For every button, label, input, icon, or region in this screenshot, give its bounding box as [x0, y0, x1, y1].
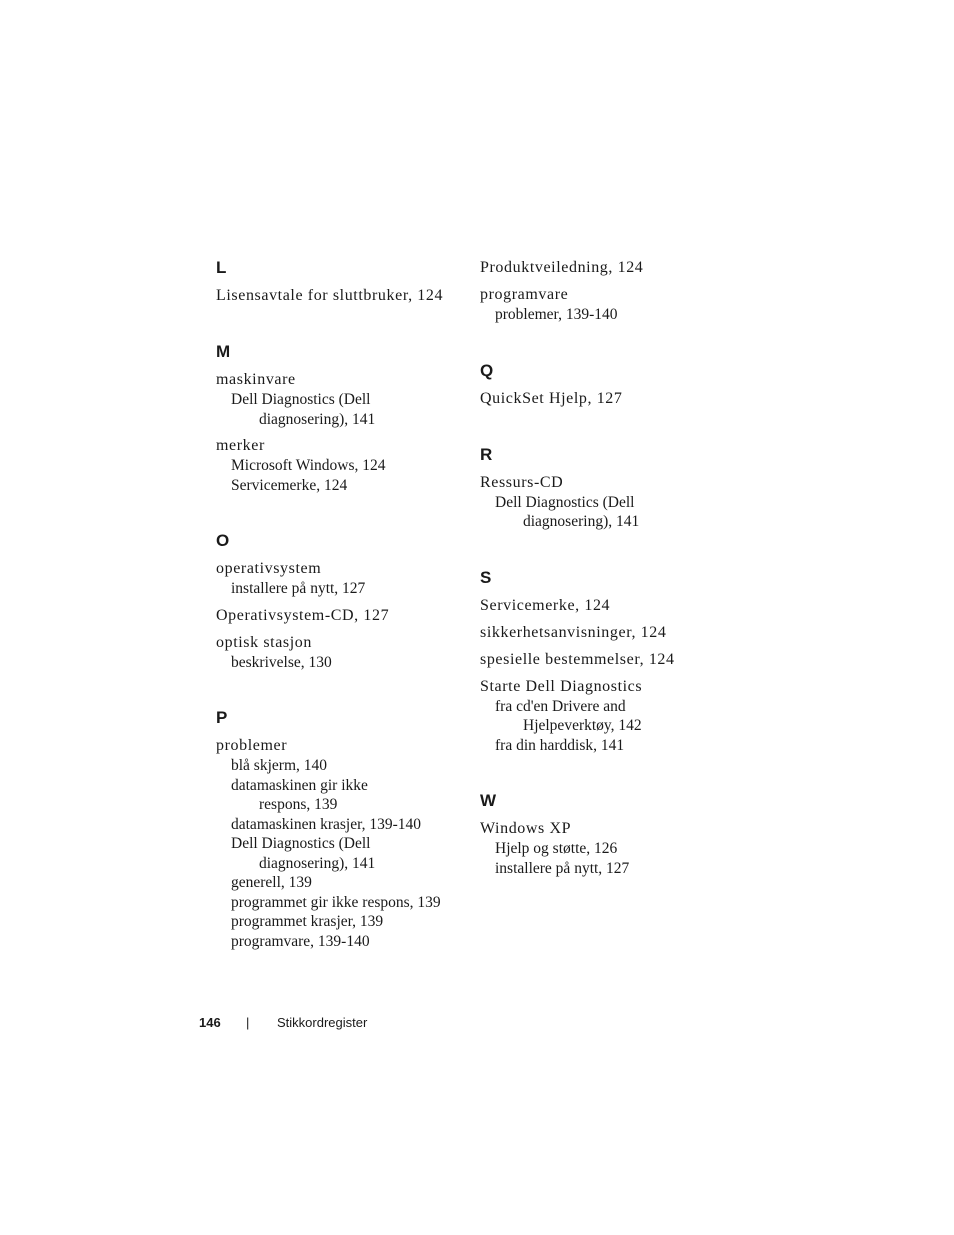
index-term: Operativsystem-CD, 127 [216, 606, 390, 624]
index-term: Starte Dell Diagnostics [480, 677, 643, 695]
index-entry [480, 389, 730, 409]
index-subentry [216, 476, 466, 496]
index-term: maskinvare [216, 371, 296, 388]
index-subentry [480, 697, 730, 736]
index-entry [480, 819, 730, 878]
subentry-continuation: diagnosering), 141 [259, 410, 376, 428]
subentry-text: problemer, 139-140 [495, 306, 618, 323]
index-subentry [480, 859, 730, 879]
index-entry [216, 286, 466, 306]
subentry-text: generell, 139 [231, 874, 312, 891]
index-term: operativsystem [216, 560, 322, 577]
subentry-text: Dell Diagnostics (Dell [231, 391, 371, 408]
index-term: problemer [216, 737, 288, 754]
index-subentry [480, 839, 730, 859]
index-subentry [216, 579, 466, 599]
index-subentry [216, 390, 466, 429]
subentry-text: programmet gir ikke respons, 139 [231, 893, 441, 911]
index-subentry [480, 305, 730, 325]
index-entry [216, 559, 466, 599]
index-column-left [216, 258, 466, 987]
index-subentry [216, 932, 466, 952]
subentry-text: datamaskinen gir ikke [231, 776, 368, 794]
subentry-continuation: Hjelpeverktøy, 142 [523, 717, 642, 734]
section-letter: P [216, 708, 228, 727]
subentry-text: fra din harddisk, 141 [495, 736, 625, 754]
index-term: sikkerhetsanvisninger, 124 [480, 623, 667, 641]
subentry-text: Hjelp og støtte, 126 [495, 840, 618, 857]
index-section [480, 791, 730, 878]
index-term: Ressurs-CD [480, 473, 564, 491]
section-letter: W [480, 791, 497, 810]
index-entry [480, 473, 730, 532]
subentry-text: installere på nytt, 127 [231, 580, 366, 597]
index-subentry [216, 912, 466, 932]
page-number: 146 [199, 1015, 221, 1030]
section-letter: M [216, 342, 231, 361]
index-subentry [216, 893, 466, 913]
index-subentry [216, 815, 466, 835]
index-entry [480, 677, 730, 756]
subentry-text: Dell Diagnostics (Dell [495, 493, 635, 511]
subentry-continuation: diagnosering), 141 [259, 854, 376, 872]
section-letter: S [480, 567, 492, 587]
index-term: spesielle bestemmelser, 124 [480, 650, 675, 668]
section-letter: O [216, 531, 230, 550]
subentry-text: Servicemerke, 124 [231, 476, 348, 494]
index-section [216, 342, 466, 495]
index-subentry [216, 456, 466, 476]
index-entry [216, 633, 466, 673]
index-entry [480, 650, 730, 670]
index-term: Windows XP [480, 820, 572, 837]
footer-title: Stikkordregister [277, 1015, 368, 1030]
subentry-text: Dell Diagnostics (Dell [231, 835, 371, 852]
index-subentry [216, 834, 466, 873]
subentry-text: programvare, 139-140 [231, 932, 370, 950]
index-entry [216, 736, 466, 951]
index-entry [480, 258, 730, 278]
index-term: Servicemerke, 124 [480, 596, 611, 614]
index-subentry [480, 736, 730, 756]
index-term: Lisensavtale for sluttbruker, 124 [216, 287, 444, 304]
subentry-continuation: diagnosering), 141 [523, 513, 640, 530]
index-entry [480, 285, 730, 325]
subentry-text: blå skjerm, 140 [231, 757, 327, 774]
index-section [480, 568, 730, 756]
index-column-right [480, 258, 730, 914]
subentry-text: datamaskinen krasjer, 139-140 [231, 815, 422, 833]
subentry-text: fra cd'en Drivere and [495, 697, 626, 715]
index-term: Produktveiledning, 124 [480, 259, 644, 276]
index-subentry [216, 873, 466, 893]
index-entry [216, 370, 466, 429]
index-term: optisk stasjon [216, 633, 312, 651]
index-entry [216, 606, 466, 626]
section-letter: R [480, 444, 493, 464]
index-section [216, 531, 466, 672]
section-letter: Q [480, 360, 494, 380]
index-section [480, 258, 730, 325]
index-subentry [216, 756, 466, 776]
section-letter: L [216, 258, 227, 277]
index-subentry [216, 776, 466, 815]
footer-separator: | [246, 1015, 250, 1030]
subentry-text: Microsoft Windows, 124 [231, 457, 386, 474]
subentry-text: programmet krasjer, 139 [231, 913, 384, 930]
index-section [216, 258, 466, 306]
index-term: QuickSet Hjelp, 127 [480, 389, 623, 407]
index-section [216, 708, 466, 951]
subentry-continuation: respons, 139 [259, 796, 338, 813]
subentry-text: beskrivelse, 130 [231, 653, 332, 671]
index-entry [216, 436, 466, 495]
index-section [480, 445, 730, 532]
index-entry [480, 623, 730, 643]
index-term: programvare [480, 286, 569, 303]
page-footer [199, 1015, 368, 1030]
index-subentry [216, 653, 466, 673]
index-entry [480, 596, 730, 616]
index-subentry [480, 493, 730, 532]
index-section [480, 361, 730, 409]
subentry-text: installere på nytt, 127 [495, 859, 630, 877]
index-term: merker [216, 437, 265, 454]
